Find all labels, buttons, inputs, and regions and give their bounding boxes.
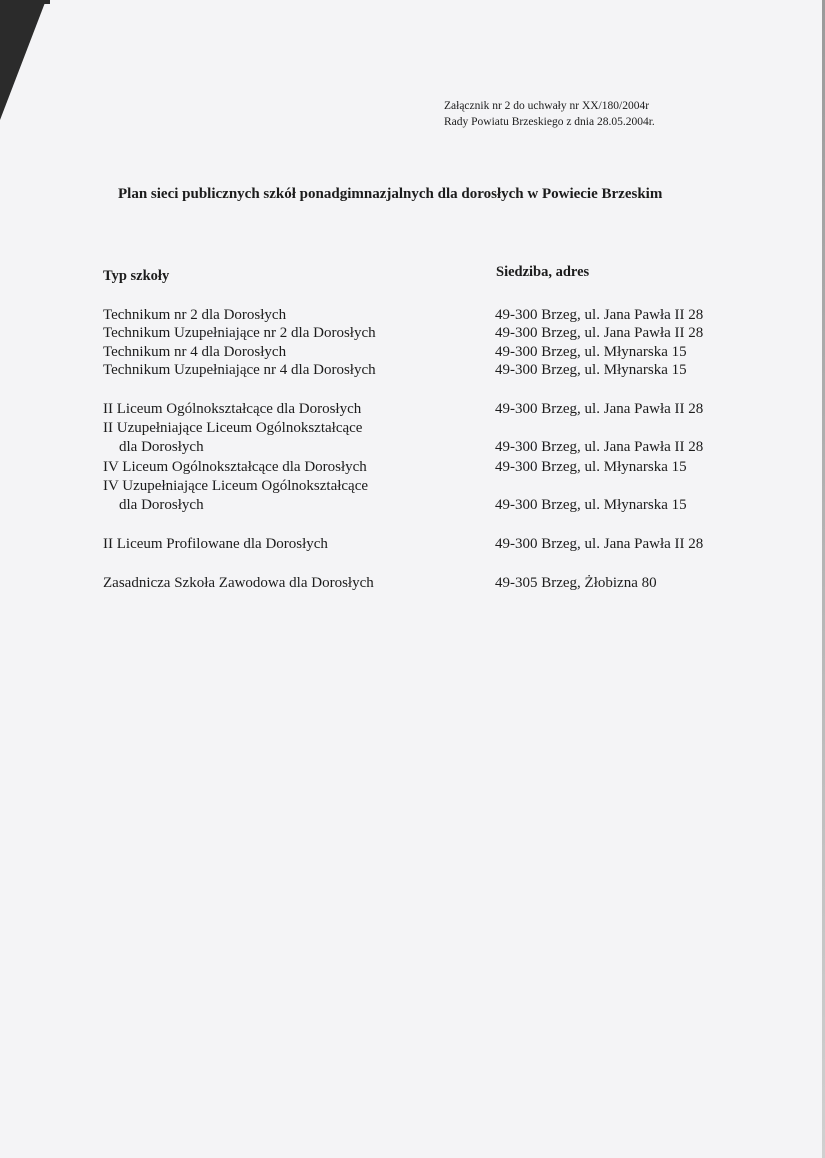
school-type: Technikum nr 2 dla Dorosłych [103,307,287,323]
school-type: IV Liceum Ogólnokształcące dla Dorosłych [103,459,367,475]
school-type: II Uzupełniające Liceum Ogólnokształcące [103,420,363,436]
school-address: 49-300 Brzeg, ul. Jana Pawła II 28 [495,401,704,417]
school-address: 49-300 Brzeg, ul. Jana Pawła II 28 [495,439,704,455]
column-header-address: Siedziba, adres [496,264,590,280]
scan-edge-shadow-top [0,0,50,4]
school-address: 49-300 Brzeg, ul. Młynarska 15 [495,362,687,378]
attachment-note [444,98,655,130]
attachment-line-2: Rady Powiatu Brzeskiego z dnia 28.05.2004r. [444,116,655,128]
school-type-continuation: dla Dorosłych [119,439,204,455]
column-header-type: Typ szkoły [103,268,170,284]
attachment-line-1: Załącznik nr 2 do uchwały nr XX/180/2004r [444,100,650,112]
school-address: 49-300 Brzeg, ul. Młynarska 15 [495,344,687,360]
school-type: II Liceum Ogólnokształcące dla Dorosłych [103,401,362,417]
school-type: Zasadnicza Szkoła Zawodowa dla Dorosłych [103,575,374,591]
document-title: Plan sieci publicznych szkół ponadgimnazjalnych dla dorosłych w Powiecie Brzeskim [118,186,663,202]
school-type: Technikum Uzupełniające nr 4 dla Dorosłych [103,362,376,378]
school-address: 49-300 Brzeg, ul. Młynarska 15 [495,459,687,475]
school-type: Technikum Uzupełniające nr 2 dla Dorosłych [103,325,376,341]
school-type: IV Uzupełniające Liceum Ogólnokształcące [103,478,369,494]
scan-edge-shadow [0,0,46,120]
school-type: Technikum nr 4 dla Dorosłych [103,344,287,360]
school-address: 49-300 Brzeg, ul. Jana Pawła II 28 [495,536,704,552]
school-address: 49-300 Brzeg, ul. Jana Pawła II 28 [495,325,704,341]
school-address: 49-300 Brzeg, ul. Młynarska 15 [495,497,687,513]
school-address: 49-305 Brzeg, Żłobizna 80 [495,575,657,591]
school-type: II Liceum Profilowane dla Dorosłych [103,536,328,552]
school-address: 49-300 Brzeg, ul. Jana Pawła II 28 [495,307,704,323]
school-type-continuation: dla Dorosłych [119,497,204,513]
